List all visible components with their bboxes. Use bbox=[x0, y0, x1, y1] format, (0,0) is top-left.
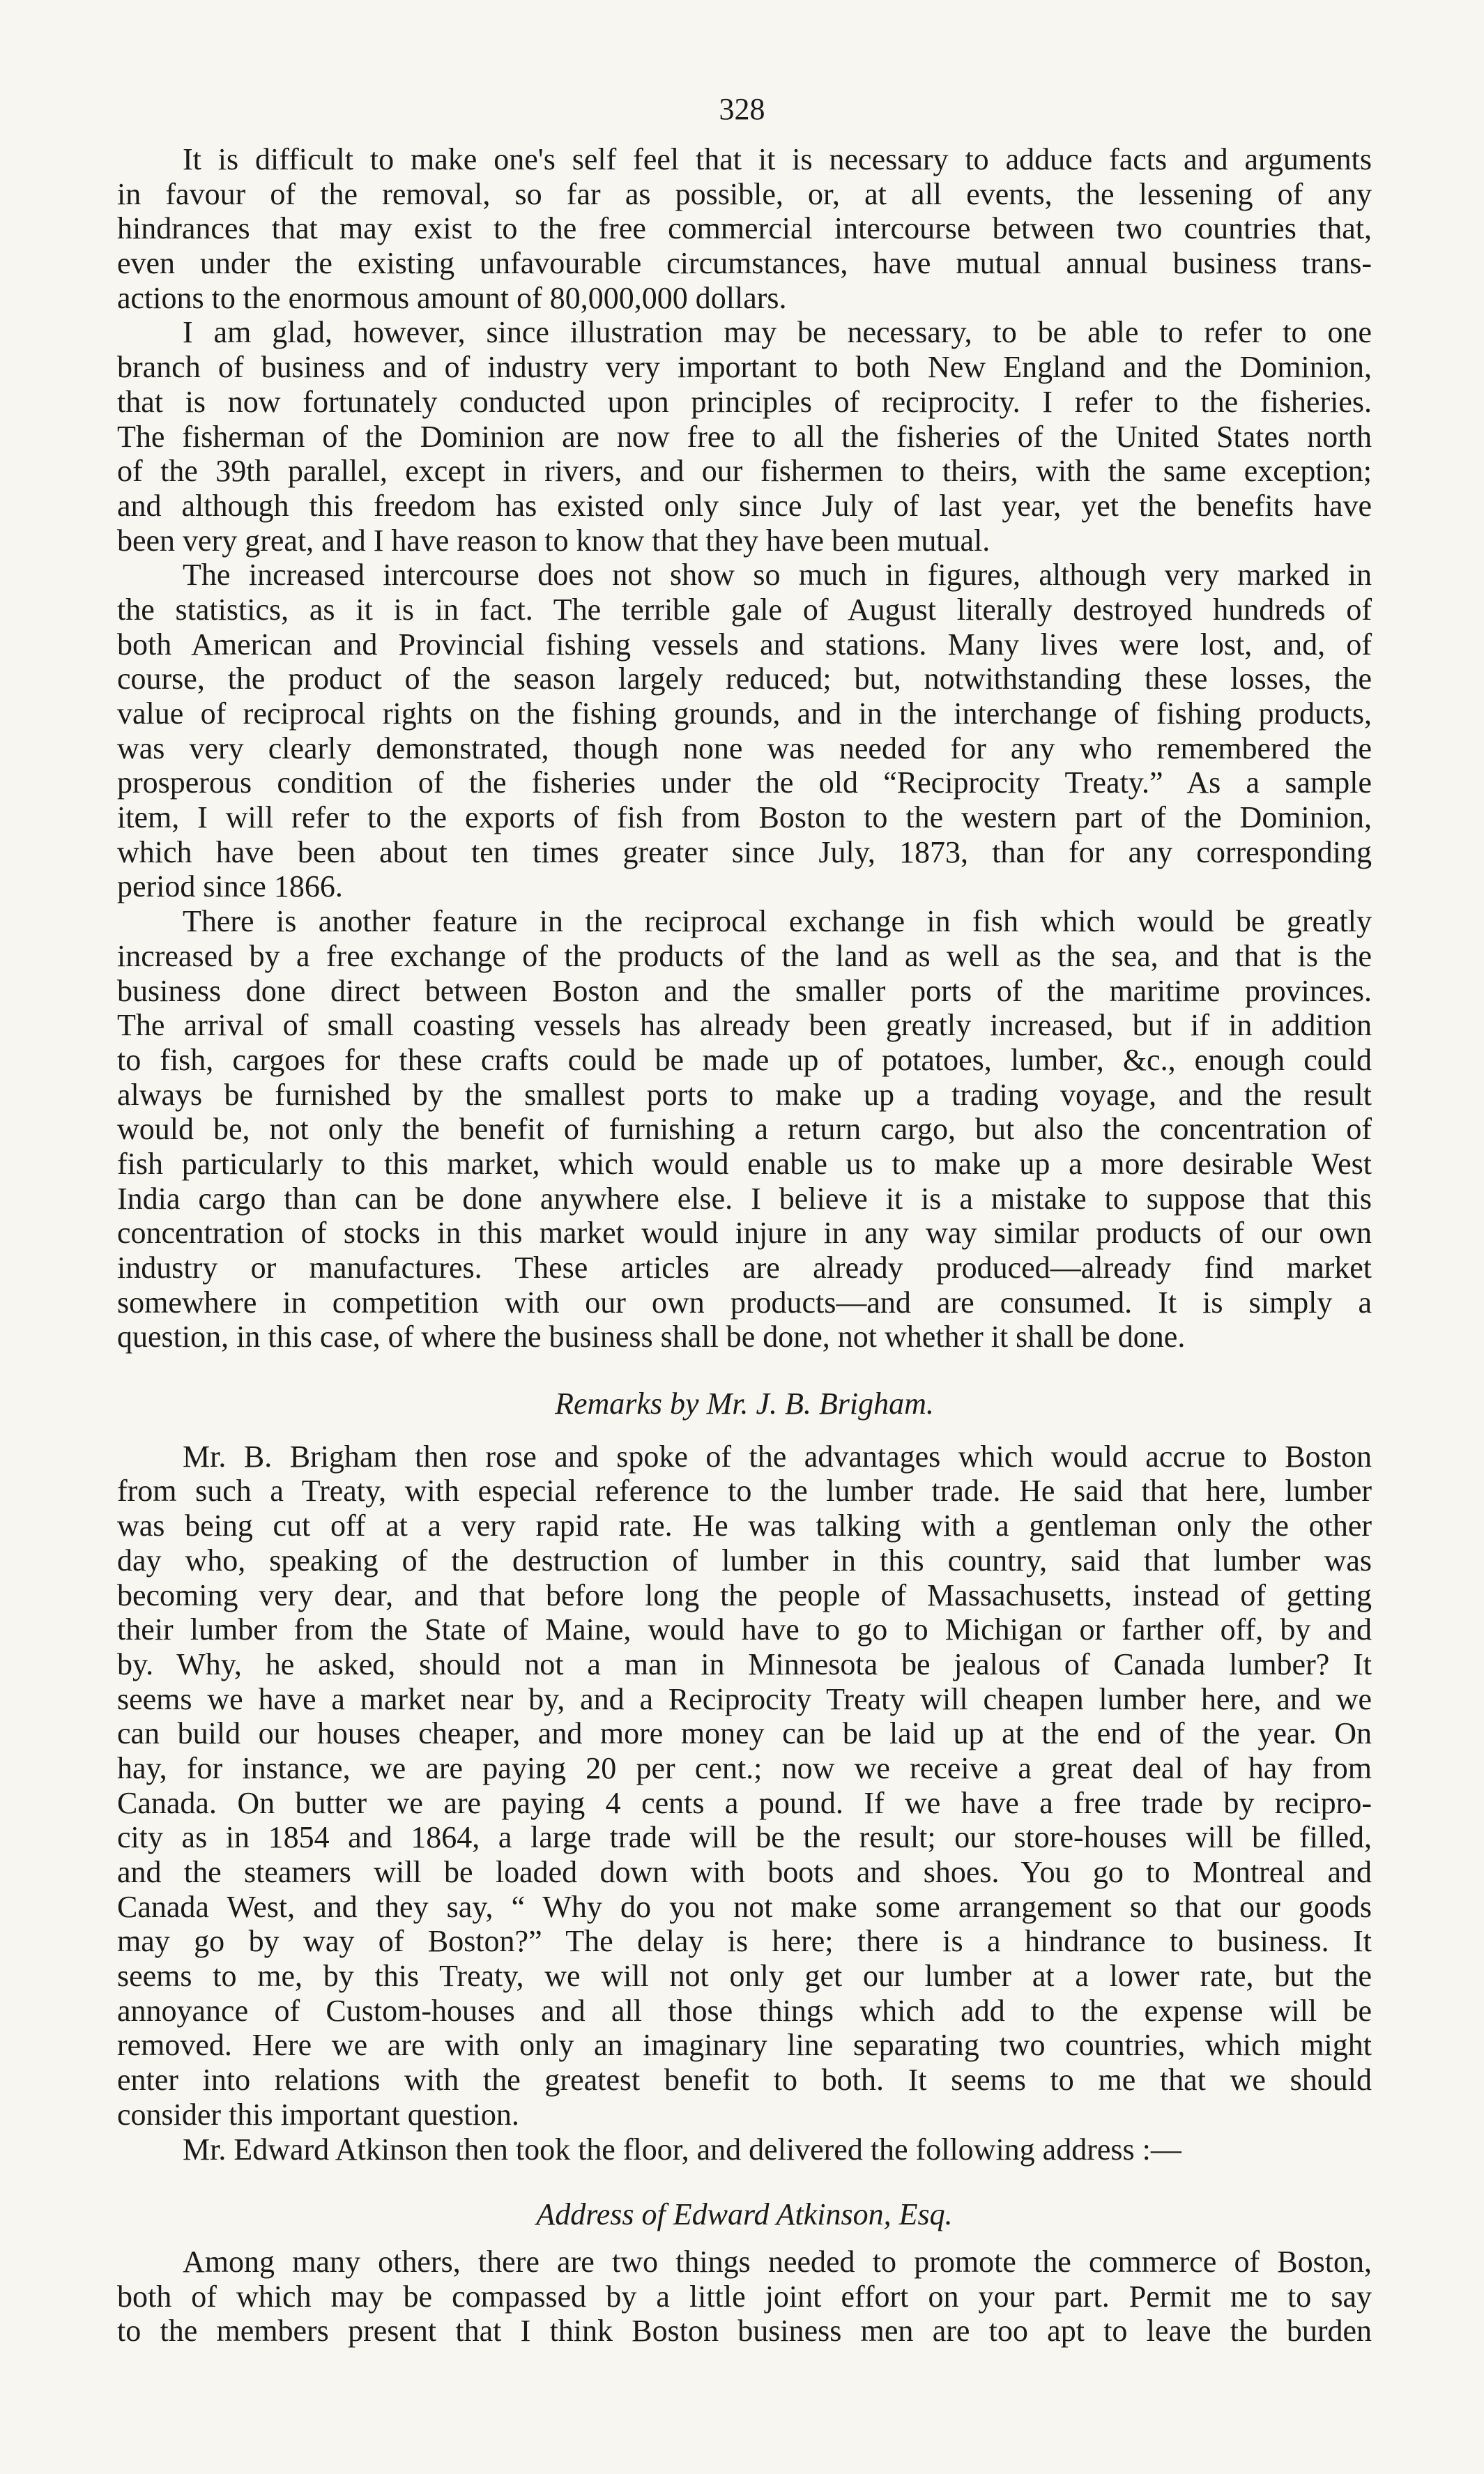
text-line: business done direct between Boston and the smaller ports of the maritime provinces. bbox=[117, 973, 1372, 1008]
text-line: enter into relations with the greatest benefit to both. It seems to me that we should bbox=[117, 2063, 1372, 2098]
paragraph bbox=[117, 315, 1372, 558]
text-line: period since 1866. bbox=[117, 869, 343, 904]
text-line: was very clearly demonstrated, though none was needed for any who remembered the bbox=[117, 731, 1372, 765]
text-line: both of which may be compassed by a little joint effort on your part. Permit me to say bbox=[117, 2279, 1372, 2314]
text-line: day who, speaking of the destruction of lumber in this country, said that lumber was bbox=[117, 1543, 1372, 1578]
text-line: It is difficult to make one's self feel that it is necessary to adduce facts and arguments bbox=[183, 142, 1372, 176]
text-line: The fisherman of the Dominion are now free to all the fisheries of the United States north bbox=[117, 419, 1372, 454]
text-line: India cargo than can be done anywhere else. I believe it is a mistake to suppose that this bbox=[117, 1181, 1372, 1216]
text-line: seems we have a market near by, and a Reciprocity Treaty will cheapen lumber here, and we bbox=[117, 1681, 1372, 1716]
text-line: been very great, and I have reason to know that they have been mutual. bbox=[117, 523, 990, 558]
text-line: increased by a free exchange of the products of the land as well as the sea, and that is the bbox=[117, 938, 1372, 973]
text-line: somewhere in competition with our own products—and are consumed. It is simply a bbox=[117, 1285, 1372, 1320]
text-line: to the members present that I think Boston business men are too apt to leave the burden bbox=[117, 2314, 1372, 2349]
text-line: was being cut off at a very rapid rate. He was talking with a gentleman only the other bbox=[117, 1509, 1372, 1543]
page-number: 328 bbox=[719, 92, 765, 126]
text-line: Canada. On butter we are paying 4 cents a pound. If we have a free trade by recipro- bbox=[117, 1785, 1372, 1820]
text-line: seems to me, by this Treaty, we will not only get our lumber at a lower rate, but the bbox=[117, 1959, 1372, 1994]
text-line: consider this important question. bbox=[117, 2097, 519, 2132]
text-line: annoyance of Custom-houses and all those things which add to the expense will be bbox=[117, 1993, 1372, 2028]
text-line: removed. Here we are with only an imaginary line separating two countries, which might bbox=[117, 2028, 1372, 2063]
paragraph bbox=[117, 2132, 1372, 2167]
text-line: The increased intercourse does not show so much in figures, although very marked in bbox=[183, 558, 1372, 593]
text-line: in favour of the removal, so far as possible, or, at all events, the lessening of any bbox=[117, 176, 1372, 211]
text-line: of the 39th parallel, except in rivers, and our fishermen to theirs, with the same exception; bbox=[117, 454, 1372, 489]
text-line: I am glad, however, since illustration may be necessary, to be able to refer to one bbox=[183, 315, 1372, 350]
text-line: to fish, cargoes for these crafts could be made up of potatoes, lumber, &c., enough could bbox=[117, 1042, 1372, 1077]
text-line: can build our houses cheaper, and more money can be laid up at the end of the year. On bbox=[117, 1716, 1372, 1751]
text-line: would be, not only the benefit of furnishing a return cargo, but also the concentration of bbox=[117, 1112, 1372, 1147]
text-line: may go by way of Boston?” The delay is here; there is a hindrance to business. It bbox=[117, 1924, 1372, 1959]
text-line: value of reciprocal rights on the fishing grounds, and in the interchange of fishing products, bbox=[117, 696, 1372, 731]
text-line: branch of business and of industry very important to both New England and the Dominion, bbox=[117, 350, 1372, 385]
text-line: that is now fortunately conducted upon principles of reciprocity. I refer to the fisheries. bbox=[117, 384, 1372, 419]
paragraph bbox=[117, 1440, 1372, 2132]
text-line: their lumber from the State of Maine, would have to go to Michigan or farther off, by and bbox=[117, 1612, 1372, 1647]
text-line: by. Why, he asked, should not a man in Minnesota be jealous of Canada lumber? It bbox=[117, 1647, 1372, 1681]
paragraph bbox=[117, 558, 1372, 904]
text-line: There is another feature in the reciprocal exchange in fish which would be greatly bbox=[183, 904, 1372, 939]
section-heading: Remarks by Mr. J. B. Brigham. bbox=[555, 1387, 934, 1421]
text-line: question, in this case, of where the business shall be done, not whether it shall be done. bbox=[117, 1320, 1186, 1354]
text-line: item, I will refer to the exports of fish from Boston to the western part of the Dominion, bbox=[117, 800, 1372, 835]
text-line: even under the existing unfavourable circumstances, have mutual annual business trans- bbox=[117, 246, 1372, 281]
text-line: fish particularly to this market, which would enable us to make up a more desirable West bbox=[117, 1146, 1372, 1181]
text-line: city as in 1854 and 1864, a large trade will be the result; our store-houses will be filled, bbox=[117, 1820, 1372, 1855]
text-line: from such a Treaty, with especial reference to the lumber trade. He said that here, lumber bbox=[117, 1474, 1372, 1509]
text-line: Mr. B. Brigham then rose and spoke of the advantages which would accrue to Boston bbox=[183, 1439, 1372, 1474]
text-line: The arrival of small coasting vessels has already been greatly increased, but if in addition bbox=[117, 1008, 1372, 1043]
text-line: course, the product of the season largely reduced; but, notwithstanding these losses, the bbox=[117, 662, 1372, 696]
text-line: prosperous condition of the fisheries under the old “Reciprocity Treaty.” As a sample bbox=[117, 765, 1372, 800]
text-line: always be furnished by the smallest ports to make up a trading voyage, and the result bbox=[117, 1077, 1372, 1112]
text-line: concentration of stocks in this market would injure in any way similar products of our own bbox=[117, 1216, 1372, 1251]
text-line: the statistics, as it is in fact. The terrible gale of August literally destroyed hundreds of bbox=[117, 592, 1372, 627]
text-line: and the steamers will be loaded down with boots and shoes. You go to Montreal and bbox=[117, 1855, 1372, 1889]
text-line: hindrances that may exist to the free commercial intercourse between two countries that, bbox=[117, 211, 1372, 246]
text-line: Mr. Edward Atkinson then took the floor, and delivered the following address :— bbox=[183, 2132, 1181, 2167]
text-line: and although this freedom has existed only since July of last year, yet the benefits have bbox=[117, 488, 1372, 523]
text-line: becoming very dear, and that before long the people of Massachusetts, instead of getting bbox=[117, 1578, 1372, 1612]
text-line: which have been about ten times greater since July, 1873, than for any corresponding bbox=[117, 834, 1372, 869]
page-body bbox=[117, 142, 1372, 2349]
text-line: both American and Provincial fishing vessels and stations. Many lives were lost, and, of bbox=[117, 627, 1372, 662]
section-heading: Address of Edward Atkinson, Esq. bbox=[536, 2197, 953, 2232]
text-line: Canada West, and they say, “ Why do you not make some arrangement so that our goods bbox=[117, 1889, 1372, 1924]
paragraph bbox=[117, 2245, 1372, 2349]
paragraph bbox=[117, 142, 1372, 315]
text-line: actions to the enormous amount of 80,000,000 dollars. bbox=[117, 280, 787, 315]
text-line: industry or manufactures. These articles are already produced—already find market bbox=[117, 1251, 1372, 1285]
text-line: hay, for instance, we are paying 20 per cent.; now we receive a great deal of hay from bbox=[117, 1750, 1372, 1785]
paragraph bbox=[117, 904, 1372, 1354]
text-line: Among many others, there are two things needed to promote the commerce of Boston, bbox=[183, 2244, 1372, 2279]
